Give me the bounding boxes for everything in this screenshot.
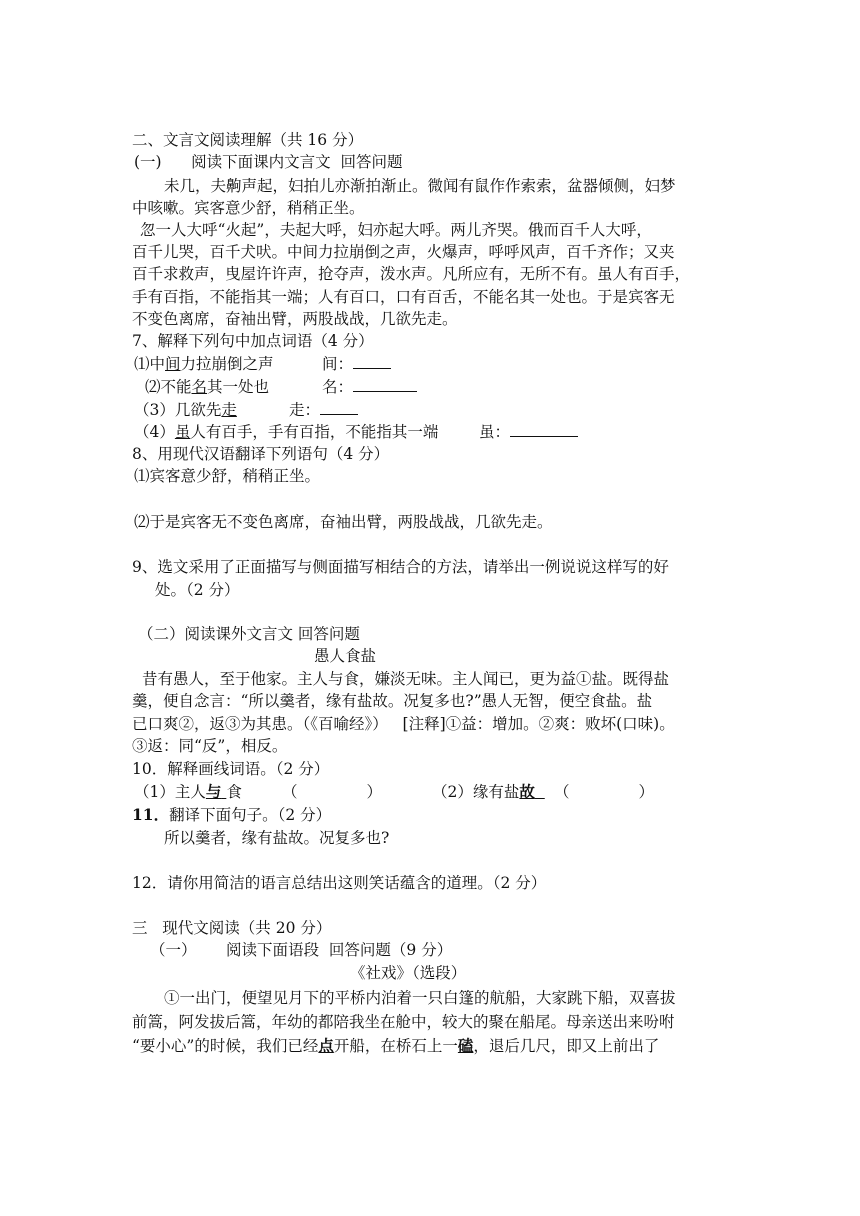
q8-sentence-2: ⑵于是宾客无不变色离席，奋袖出臂，两股战战，几欲先走。 — [134, 513, 553, 531]
q9-line-1: 9、选文采用了正面描写与侧面描写相结合的方法，请举出一例说说这样写的好 — [132, 558, 669, 576]
story-line: 昔有愚人，至于他家。主人与食，嫌淡无味。主人闻已，更为益①盐。既得盐 — [142, 670, 670, 688]
q7-item-3: （3）几欲先走 — [134, 401, 237, 419]
passage-line: “要小心”的时候，我们已经点开船，在桥石上一磕，退后几尺，即又上前出了 — [132, 1036, 660, 1055]
story-line: 已口爽②，返③为其患。（《百喻经》） [注释]①益：增加。②爽：败坏(口味)。 — [132, 715, 675, 733]
q12-title: 12．请你用简洁的语言总结出这则笑话蕴含的道理。（2 分） — [132, 874, 547, 892]
story-line: 羹，便自念言：“所以羹者，缘有盐故。况复多也?”愚人无智，便空食盐。盐 — [132, 692, 653, 710]
q10-answer-1[interactable]: （ ） — [282, 783, 382, 801]
q10-item-1: （1）主人与 食 — [134, 782, 242, 801]
passage-line: 不变色离席，奋袖出臂，两股战战，几欲先走。 — [132, 310, 458, 328]
q7-item-2: ⑵不能名其一处也 — [145, 378, 270, 396]
passage-line: 忽一人大呼“火起”，夫起大呼，妇亦起大呼。两儿齐哭。俄而百千人大呼， — [140, 221, 652, 239]
story-line: ③返：同“反”，相反。 — [132, 737, 288, 755]
q8-sentence-1: ⑴宾客意少舒，稍稍正坐。 — [134, 467, 321, 485]
passage-line: 手有百指，不能指其一端；人有百口，口有百舌，不能名其一处也。于是宾客无 — [132, 288, 675, 306]
section2-heading: 二、文言文阅读理解（共 16 分） — [132, 131, 364, 149]
q10-item-2: （2）缘有盐故 — [432, 782, 535, 801]
passage-line: 中咳嗽。宾客意少舒，稍稍正坐。 — [132, 199, 365, 217]
q7-answer-3[interactable]: 走： — [289, 400, 358, 420]
section3-part1-heading: （一） 阅读下面语段 回答问题（9 分） — [150, 941, 453, 959]
passage-title: 《社戏》（选段） — [350, 964, 467, 982]
q7-answer-1[interactable]: 间： — [322, 354, 391, 374]
q7-title: 7、解释下列句中加点词语（4 分） — [132, 332, 374, 350]
q7-item-4: （4）虽人有百手，手有百指，不能指其一端 — [134, 423, 439, 441]
q11-sentence: 所以羹者，缘有盐故。况复多也? — [164, 829, 390, 847]
passage-line: 百千儿哭，百千犬吠。中间力拉崩倒之声，火爆声，呼呼风声，百千齐作；又夹 — [132, 243, 675, 261]
q11-title: 11．翻译下面句子。（2 分） — [132, 805, 332, 824]
passage-line: 前篙，阿发拔后篙，年幼的都陪我坐在舱中，较大的聚在船尾。母亲送出来吩咐 — [132, 1013, 675, 1031]
passage-line: 百千求救声，曳屋许许声，抢夺声，泼水声。凡所应有，无所不有。虽人有百手， — [132, 265, 691, 283]
q8-title: 8、用现代汉语翻译下列语句（4 分） — [132, 445, 390, 463]
story-title: 愚人食盐 — [314, 647, 377, 665]
q7-answer-2[interactable]: 名： — [322, 377, 417, 397]
q7-answer-4[interactable]: 虽： — [479, 422, 578, 442]
q9-line-2: 处。（2 分） — [155, 581, 240, 599]
part1-heading: (一) 阅读下面课内文言文 回答问题 — [134, 153, 403, 171]
q7-item-1: ⑴中间力拉崩倒之声 — [134, 355, 274, 373]
passage-line: ①一出门，便望见月下的平桥内泊着一只白篷的航船，大家跳下船，双喜拔 — [164, 989, 676, 1007]
passage-line: 未几，夫齁声起，妇拍儿亦渐拍渐止。微闻有鼠作作索索，盆器倾侧，妇梦 — [164, 177, 676, 195]
q10-answer-2[interactable]: （ ） — [554, 783, 654, 801]
q10-title: 10．解释画线词语。（2 分） — [132, 760, 330, 778]
section3-heading: 三 现代文阅读（共 20 分） — [132, 919, 332, 937]
part2-heading: （二）阅读课外文言文 回答问题 — [138, 625, 360, 643]
